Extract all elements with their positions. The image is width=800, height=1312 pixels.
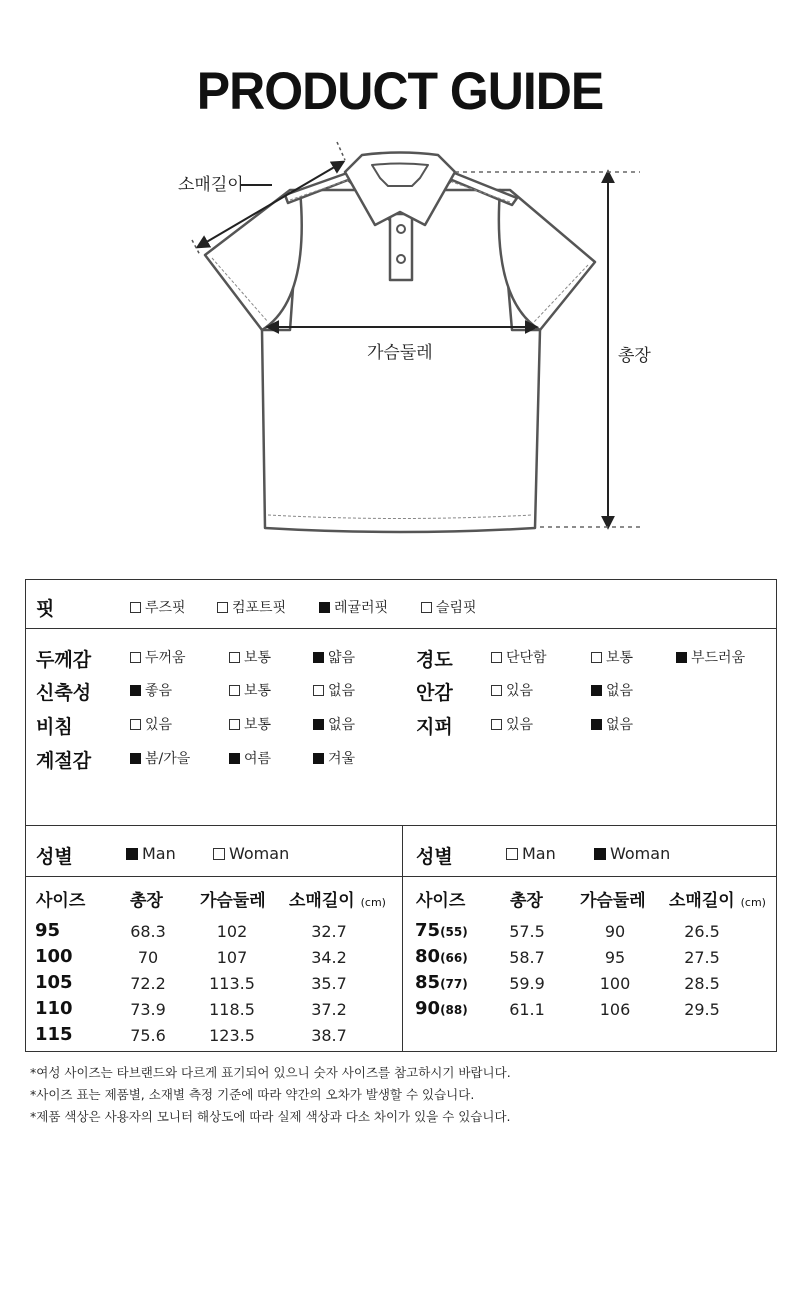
chest-value: 102	[216, 922, 248, 941]
thickness-option-thick[interactable]: 두꺼움	[130, 647, 186, 667]
size-label: 110	[35, 998, 73, 1019]
sleeve-value: 37.2	[311, 1000, 347, 1019]
chest-label: 가슴둘레	[367, 343, 433, 363]
hardness-label: 경도	[416, 649, 453, 671]
note-women-size: *여성 사이즈는 타브랜드와 다르게 표기되어 있으니 숫자 사이즈를 참고하시기 바랍니다.	[30, 1065, 511, 1080]
hardness-option-normal[interactable]: 보통	[591, 647, 633, 667]
fit-option-regular[interactable]: 레귤러핏	[319, 597, 388, 617]
length-value: 75.6	[130, 1026, 166, 1045]
checkbox	[421, 602, 432, 613]
size-label: 90(88)	[415, 998, 468, 1019]
sleeve-length-label: 소매길이	[178, 175, 244, 195]
length-value: 61.1	[509, 1000, 545, 1019]
size-label: 80(66)	[415, 946, 468, 967]
sleeve-value: 34.2	[311, 948, 347, 967]
season-label: 계절감	[36, 750, 92, 772]
men-header-sleeve: 소매길이 (cm)	[289, 891, 386, 911]
sheerness-label: 비침	[36, 716, 73, 738]
men-header-length: 총장	[130, 891, 163, 911]
checkbox-checked	[319, 602, 330, 613]
sleeve-value: 29.5	[684, 1000, 720, 1019]
sleeve-value: 35.7	[311, 974, 347, 993]
fit-option-comfort[interactable]: 컴포트핏	[217, 597, 286, 617]
length-value: 59.9	[509, 974, 545, 993]
size-label: 115	[35, 1024, 73, 1045]
sheerness-option-yes[interactable]: 있음	[130, 714, 172, 734]
sleeve-value: 38.7	[311, 1026, 347, 1045]
length-value: 68.3	[130, 922, 166, 941]
page-title: PRODUCT GUIDE	[196, 61, 604, 121]
chest-value: 118.5	[209, 1000, 255, 1019]
length-value: 70	[137, 948, 159, 967]
chest-value: 113.5	[209, 974, 255, 993]
chest-value: 100	[599, 974, 631, 993]
total-length-label: 총장	[618, 346, 651, 366]
chest-value: 106	[599, 1000, 631, 1019]
women-header-size: 사이즈	[416, 891, 466, 911]
lining-option-none[interactable]: 없음	[591, 680, 633, 700]
men-header-size: 사이즈	[36, 891, 86, 911]
length-value: 57.5	[509, 922, 545, 941]
men-gender-woman[interactable]: Woman	[213, 844, 289, 863]
women-header-length: 총장	[510, 891, 543, 911]
sleeve-value: 28.5	[684, 974, 720, 993]
lining-label: 안감	[416, 682, 453, 704]
sleeve-value: 32.7	[311, 922, 347, 941]
zipper-option-yes[interactable]: 있음	[491, 714, 533, 734]
note-measurement: *사이즈 표는 제품별, 소재별 측정 기준에 따라 약간의 오차가 발생할 수 있습니다.	[30, 1087, 475, 1102]
chest-value: 95	[604, 948, 626, 967]
checkbox	[130, 602, 141, 613]
zipper-option-none[interactable]: 없음	[591, 714, 633, 734]
zipper-label: 지퍼	[416, 716, 453, 738]
length-value: 58.7	[509, 948, 545, 967]
elasticity-option-good[interactable]: 좋음	[130, 680, 172, 700]
lining-option-yes[interactable]: 있음	[491, 680, 533, 700]
men-gender-label: 성별	[36, 846, 73, 868]
women-header-chest: 가슴둘레	[580, 891, 646, 911]
size-label: 85(77)	[415, 972, 468, 993]
sheerness-option-none[interactable]: 없음	[313, 714, 355, 734]
size-label: 75(55)	[415, 920, 468, 941]
note-color: *제품 색상은 사용자의 모니터 해상도에 따라 실제 색상과 다소 차이가 있을 수 있습니다.	[30, 1109, 511, 1124]
sleeve-value: 26.5	[684, 922, 720, 941]
hardness-option-soft[interactable]: 부드러움	[676, 647, 745, 667]
polo-shirt-diagram	[0, 130, 800, 540]
women-gender-label: 성별	[416, 846, 453, 868]
fit-label: 핏	[36, 598, 55, 620]
season-option-spring-fall[interactable]: 봄/가을	[130, 748, 190, 768]
chest-value: 90	[604, 922, 626, 941]
women-gender-woman[interactable]: Woman	[594, 844, 670, 863]
thickness-label: 두께감	[36, 649, 92, 671]
sheerness-option-normal[interactable]: 보통	[229, 714, 271, 734]
men-unit: (cm)	[360, 896, 386, 909]
women-unit: (cm)	[740, 896, 766, 909]
size-label: 105	[35, 972, 73, 993]
season-option-summer[interactable]: 여름	[229, 748, 271, 768]
size-label: 95	[35, 920, 61, 941]
elasticity-option-none[interactable]: 없음	[313, 680, 355, 700]
women-header-sleeve: 소매길이 (cm)	[669, 891, 766, 911]
men-gender-man[interactable]: Man	[126, 844, 176, 863]
elasticity-option-normal[interactable]: 보통	[229, 680, 271, 700]
product-guide-table	[25, 579, 777, 1052]
fit-option-loose[interactable]: 루즈핏	[130, 597, 186, 617]
size-label: 100	[35, 946, 73, 967]
length-value: 73.9	[130, 1000, 166, 1019]
checkbox	[217, 602, 228, 613]
length-value: 72.2	[130, 974, 166, 993]
season-option-winter[interactable]: 겨울	[313, 748, 355, 768]
sleeve-value: 27.5	[684, 948, 720, 967]
hardness-option-hard[interactable]: 단단함	[491, 647, 547, 667]
chest-value: 123.5	[209, 1026, 255, 1045]
men-header-chest: 가슴둘레	[200, 891, 266, 911]
thickness-option-thin[interactable]: 얇음	[313, 647, 355, 667]
chest-value: 107	[216, 948, 248, 967]
elasticity-label: 신축성	[36, 682, 92, 704]
thickness-option-normal[interactable]: 보통	[229, 647, 271, 667]
fit-option-slim[interactable]: 슬림핏	[421, 597, 477, 617]
women-gender-man[interactable]: Man	[506, 844, 556, 863]
